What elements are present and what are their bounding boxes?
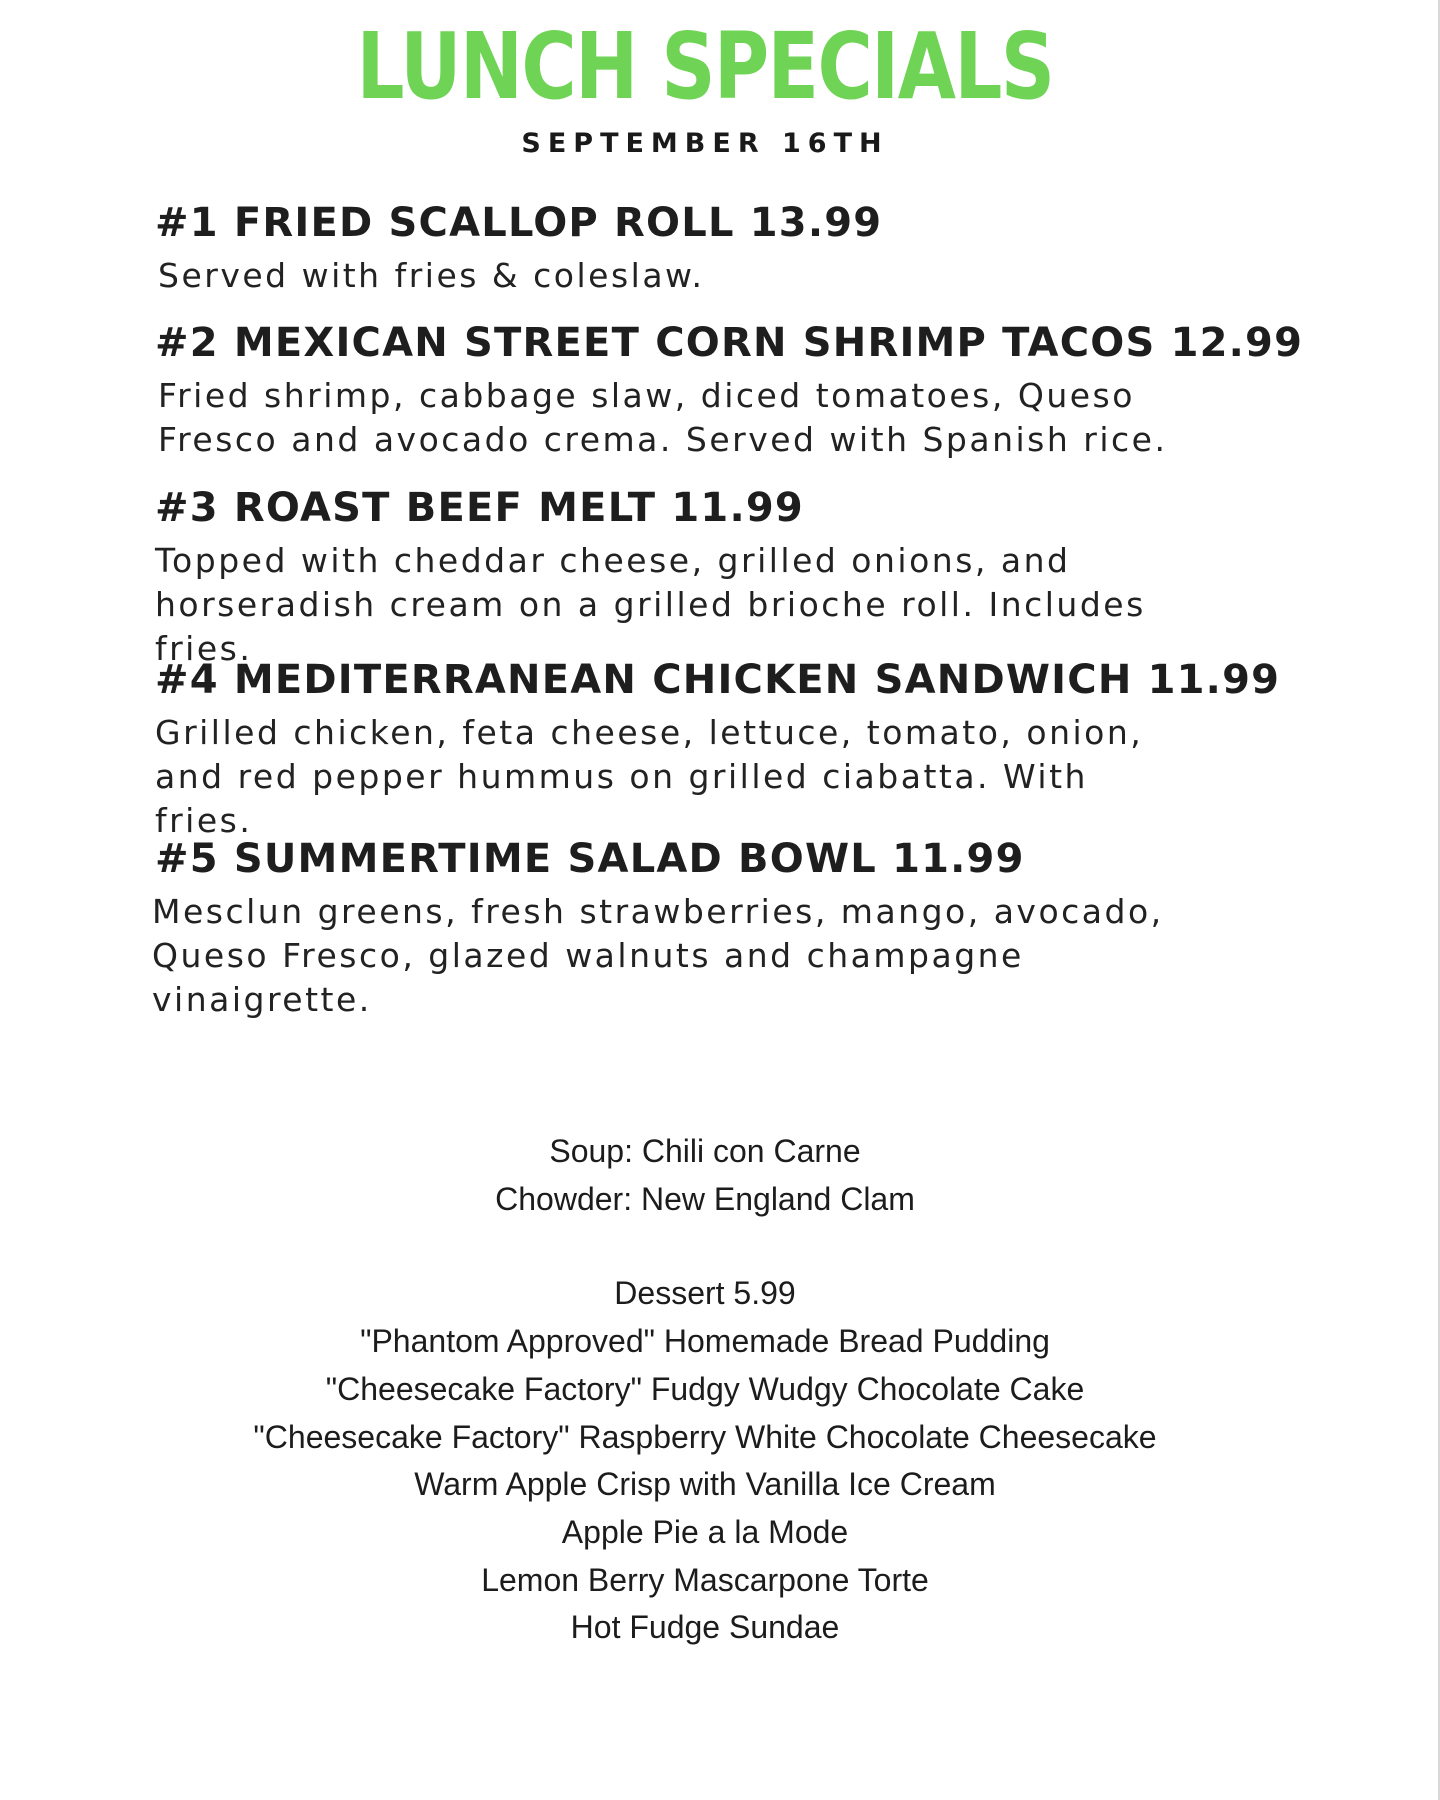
dessert-item: Hot Fudge Sundae bbox=[570, 1609, 840, 1646]
dessert-item: Warm Apple Crisp with Vanilla Ice Cream bbox=[414, 1466, 996, 1503]
description-line: Grilled chicken, feta cheese, lettuce, tomato, onion, bbox=[155, 713, 1144, 752]
special-description bbox=[152, 890, 1252, 1022]
special-title: #3 ROAST BEEF MELT 11.99 bbox=[155, 485, 804, 531]
description-line: Topped with cheddar cheese, grilled onions, and bbox=[155, 541, 1071, 580]
dessert-heading: Dessert 5.99 bbox=[614, 1275, 796, 1312]
description-line: vinaigrette. bbox=[152, 980, 372, 1019]
description-line: Mesclun greens, fresh strawberries, mango, avocado, bbox=[152, 892, 1164, 931]
special-description bbox=[158, 254, 1258, 298]
description-line: Fresco and avocado crema. Served with Spanish rice. bbox=[158, 420, 1168, 459]
special-description bbox=[155, 711, 1255, 843]
dessert-item: Lemon Berry Mascarpone Torte bbox=[481, 1561, 929, 1598]
description-line: and red pepper hummus on grilled ciabatta. With bbox=[155, 757, 1088, 796]
dessert-item: "Phantom Approved" Homemade Bread Pudding bbox=[360, 1323, 1050, 1360]
chowder-of-day: Chowder: New England Clam bbox=[495, 1180, 915, 1217]
page-title: LUNCH SPECIALS bbox=[356, 13, 1054, 120]
dessert-item: "Cheesecake Factory" Raspberry White Chocolate Cheesecake bbox=[253, 1418, 1157, 1455]
soups-and-desserts bbox=[0, 1128, 1410, 1652]
description-line: Served with fries & coleslaw. bbox=[158, 256, 705, 295]
special-description bbox=[158, 374, 1258, 462]
dessert-item: "Cheesecake Factory" Fudgy Wudgy Chocolate Cake bbox=[325, 1370, 1085, 1407]
special-title: #4 MEDITERRANEAN CHICKEN SANDWICH 11.99 bbox=[155, 657, 1281, 703]
description-line: horseradish cream on a grilled brioche roll. Includes fries. bbox=[155, 585, 1146, 668]
description-line: fries. bbox=[155, 801, 253, 840]
special-title: #1 FRIED SCALLOP ROLL 13.99 bbox=[155, 200, 883, 246]
special-title: #2 MEXICAN STREET CORN SHRIMP TACOS 12.99 bbox=[155, 320, 1304, 366]
soup-of-day: Soup: Chili con Carne bbox=[549, 1133, 861, 1169]
special-title: #5 SUMMERTIME SALAD BOWL 11.99 bbox=[155, 836, 1025, 882]
description-line: Fried shrimp, cabbage slaw, diced tomatoes, Queso bbox=[158, 376, 1135, 415]
description-line: Queso Fresco, glazed walnuts and champagne bbox=[152, 936, 1024, 975]
section-spacer bbox=[0, 1223, 1410, 1270]
dessert-item: Apple Pie a la Mode bbox=[561, 1513, 849, 1550]
special-description bbox=[155, 539, 1255, 671]
menu-date: SEPTEMBER 16TH bbox=[521, 128, 889, 159]
